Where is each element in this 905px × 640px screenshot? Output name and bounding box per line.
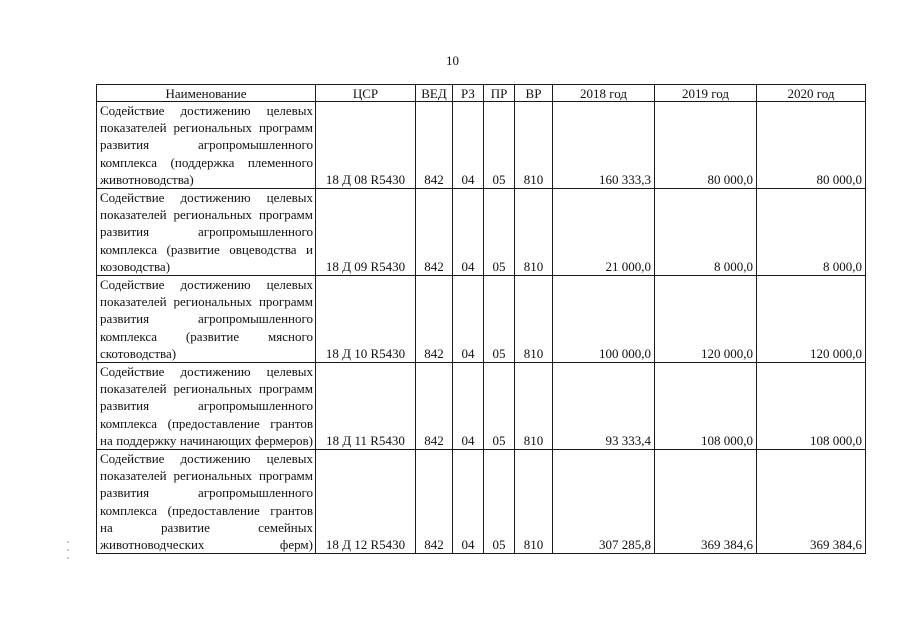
row-vr: 810 [515,102,553,189]
row-vr: 810 [515,363,553,450]
row-pr: 05 [484,276,515,363]
row-name-text: Содействие достижению целевых показателей региональных программ развития агропромышленного комплекса (предоставление грантов на развитие семейных животноводческих ферм) [100,451,313,553]
row-pr: 05 [484,102,515,189]
row-2019: 80 000,0 [655,102,757,189]
header-vr: ВР [515,85,553,102]
table-row [97,276,866,363]
row-csr: 18 Д 12 R5430 [316,450,416,554]
row-2020: 369 384,6 [757,450,866,554]
table-row [97,189,866,276]
row-2019: 108 000,0 [655,363,757,450]
row-2018: 307 285,8 [553,450,655,554]
row-2020: 80 000,0 [757,102,866,189]
row-2020: 120 000,0 [757,276,866,363]
row-name-text: Содействие достижению целевых показателей региональных программ развития агропромышленного комплекса (развитие мясного скотоводства) [100,277,313,361]
row-name [97,102,316,189]
row-ved: 842 [416,102,453,189]
table-row [97,363,866,450]
budget-table [96,84,866,554]
row-name [97,189,316,276]
row-name-text: Содействие достижению целевых показателей региональных программ развития агропромышленного комплекса (развитие овцеводства и козоводства) [100,190,313,274]
row-vr: 810 [515,276,553,363]
row-2018: 160 333,3 [553,102,655,189]
row-ved: 842 [416,450,453,554]
row-2020: 108 000,0 [757,363,866,450]
row-vr: 810 [515,450,553,554]
row-vr: 810 [515,189,553,276]
row-pr: 05 [484,363,515,450]
row-2019: 120 000,0 [655,276,757,363]
scan-speck-marks [66,540,70,564]
speck-dots-icon [66,540,70,564]
row-pr: 05 [484,189,515,276]
row-name [97,450,316,554]
table-row [97,450,866,554]
row-name-text: Содействие достижению целевых показателей региональных программ развития агропромышленного комплекса (предоставление грантов на поддержку начинающих фермеров) [100,364,313,448]
header-csr: ЦСР [316,85,416,102]
row-ved: 842 [416,363,453,450]
row-ved: 842 [416,276,453,363]
row-2018: 93 333,4 [553,363,655,450]
row-rz: 04 [453,276,484,363]
row-rz: 04 [453,363,484,450]
row-rz: 04 [453,189,484,276]
row-csr: 18 Д 11 R5430 [316,363,416,450]
header-ved: ВЕД [416,85,453,102]
row-2018: 100 000,0 [553,276,655,363]
row-name [97,363,316,450]
table-header-row [97,85,866,102]
row-pr: 05 [484,450,515,554]
row-rz: 04 [453,102,484,189]
row-name [97,276,316,363]
row-csr: 18 Д 10 R5430 [316,276,416,363]
header-pr: ПР [484,85,515,102]
header-2020: 2020 год [757,85,866,102]
row-2020: 8 000,0 [757,189,866,276]
row-2018: 21 000,0 [553,189,655,276]
row-2019: 8 000,0 [655,189,757,276]
row-csr: 18 Д 08 R5430 [316,102,416,189]
page-number: 10 [446,53,459,68]
header-2019: 2019 год [655,85,757,102]
row-name-text: Содействие достижению целевых показателей региональных программ развития агропромышленного комплекса (поддержка племенного животноводства) [100,103,313,187]
row-csr: 18 Д 09 R5430 [316,189,416,276]
header-name: Наименование [97,85,316,102]
table-row [97,102,866,189]
row-2019: 369 384,6 [655,450,757,554]
header-2018: 2018 год [553,85,655,102]
header-rz: РЗ [453,85,484,102]
row-rz: 04 [453,450,484,554]
row-ved: 842 [416,189,453,276]
